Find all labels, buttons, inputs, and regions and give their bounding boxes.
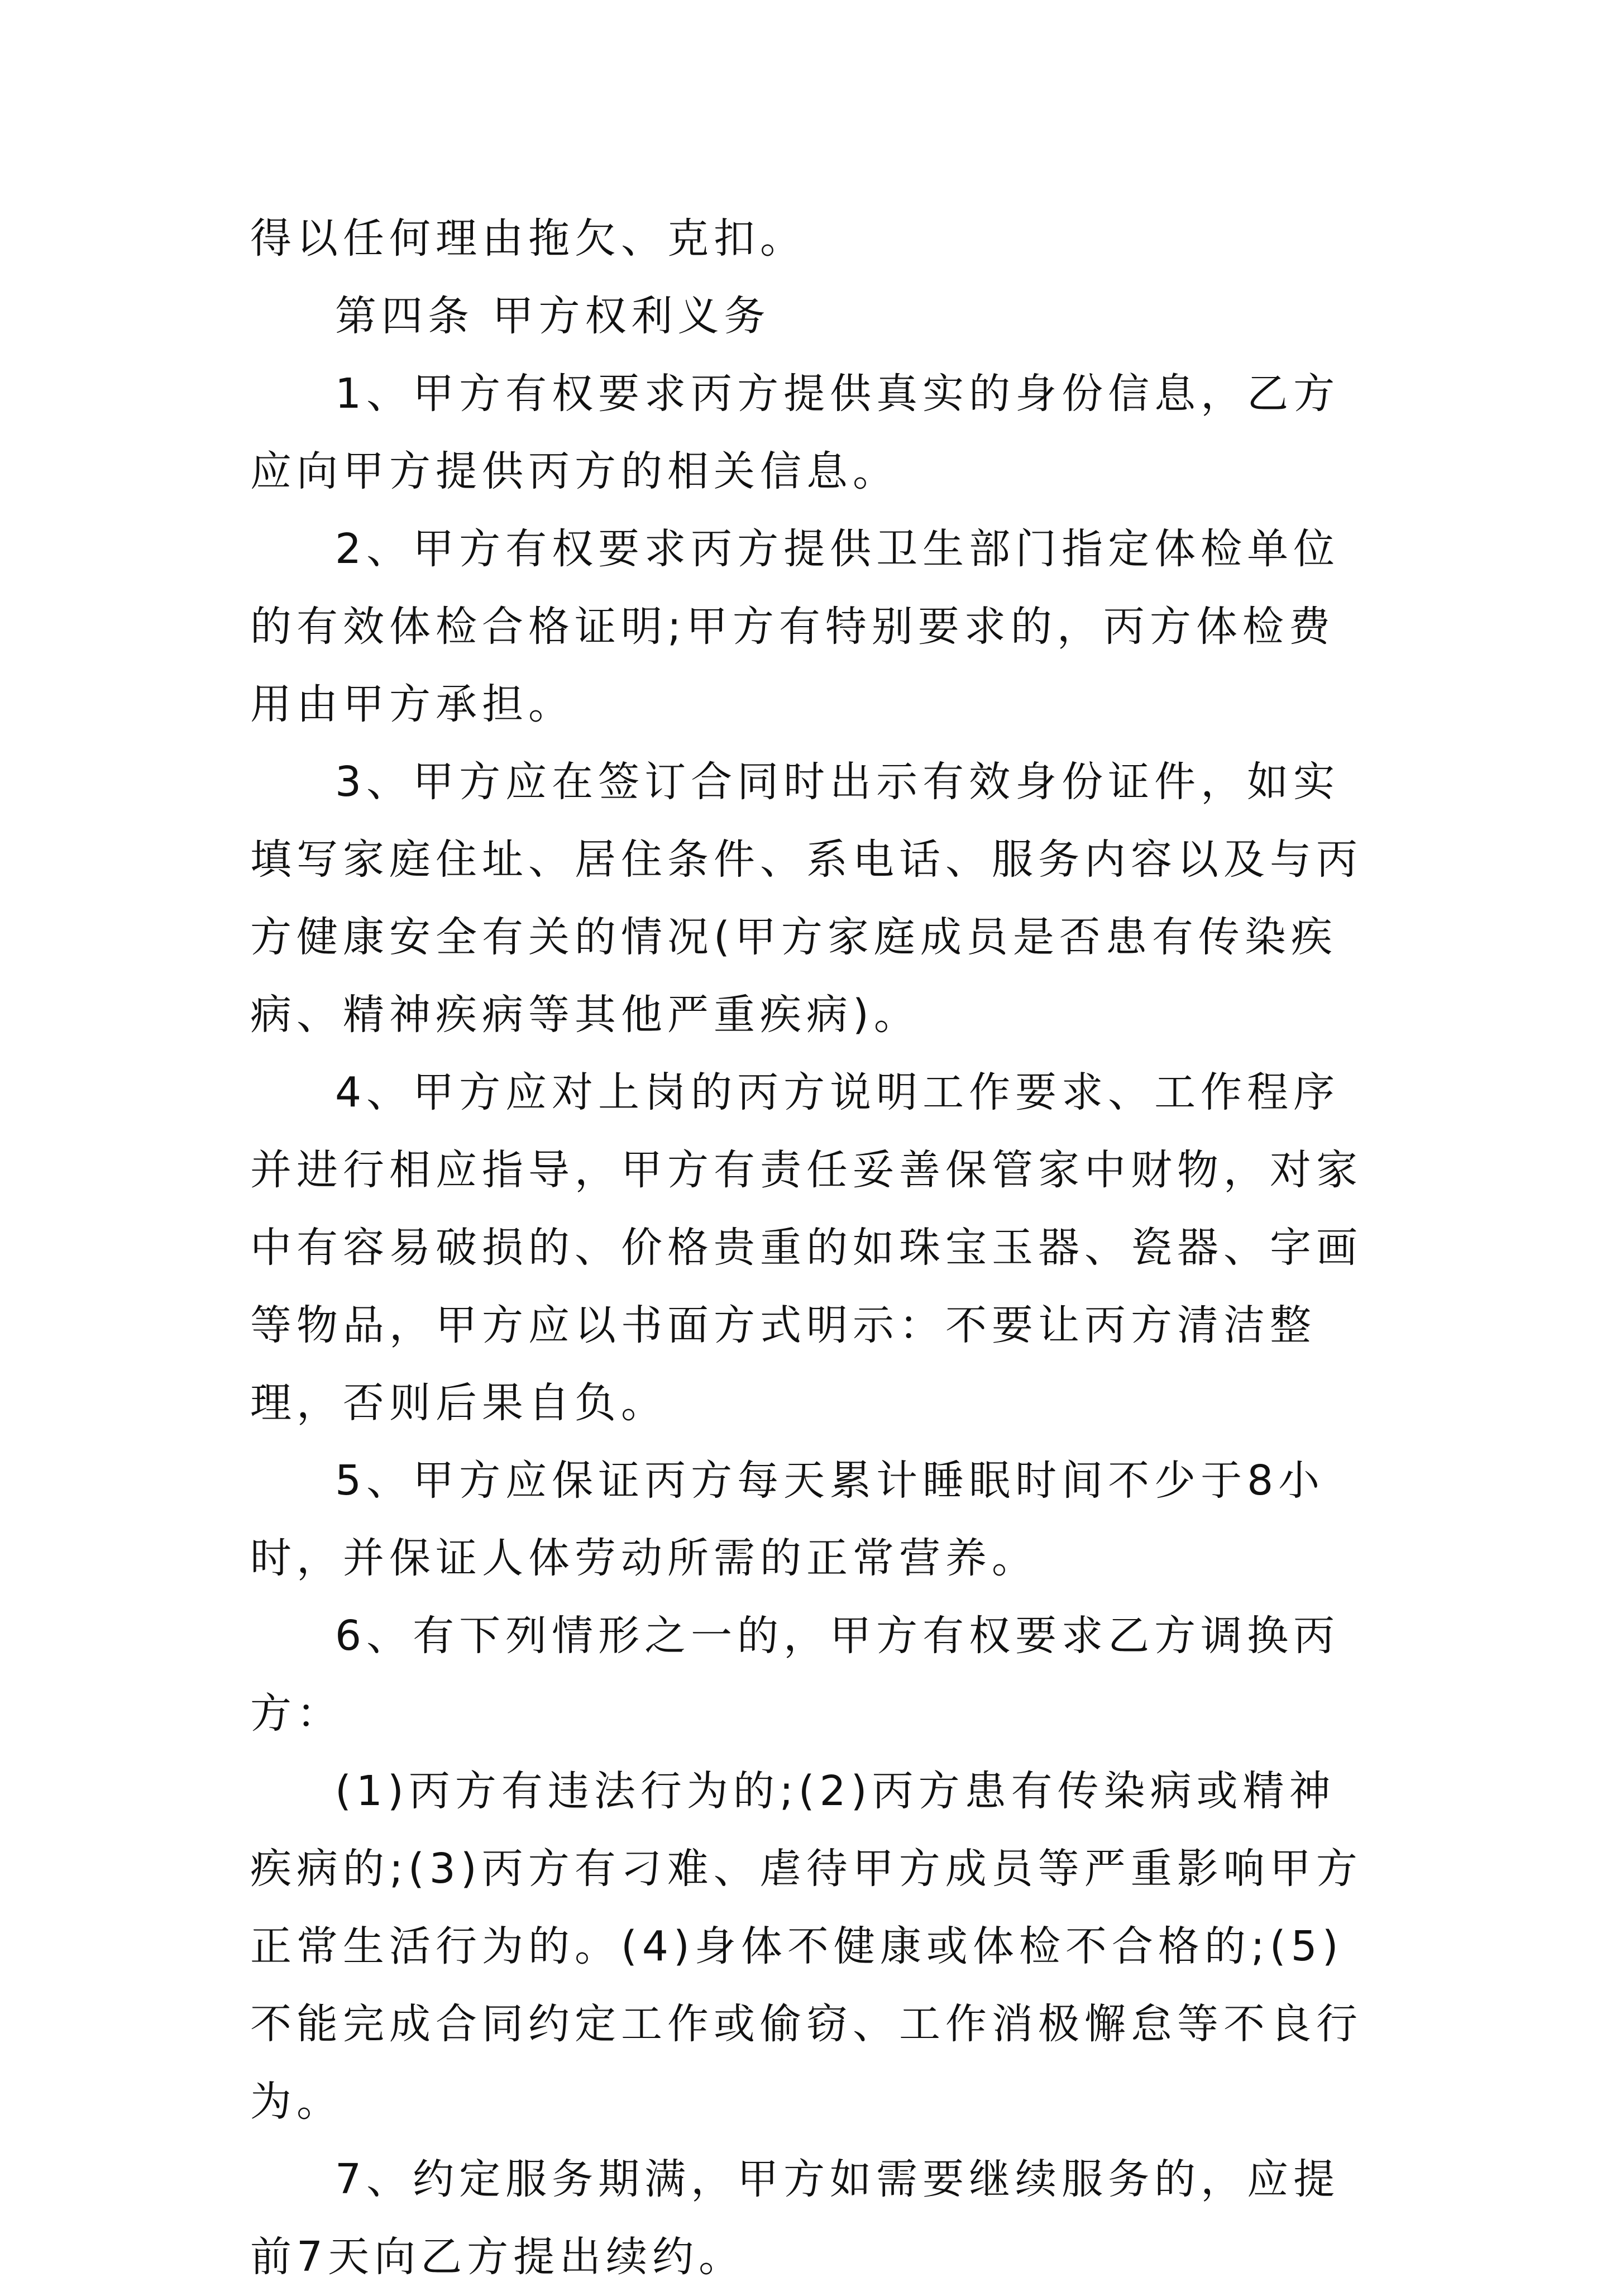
- clause-7: 7、约定服务期满，甲方如需要继续服务的，应提前7天向乙方提出续约。: [250, 2155, 1340, 2281]
- clause-3: 3、甲方应在签订合同时出示有效身份证件，如实填写家庭住址、居住条件、系电话、服务内容以及与丙方健康安全有关的情况(甲方家庭成员是否患有传染疾病、精神疾病等其他严重疾病)。: [250, 758, 1362, 1039]
- clause-5: 5、甲方应保证丙方每天累计睡眠时间不少于8小时，并保证人体劳动所需的正常营养。: [250, 1457, 1325, 1582]
- clause-6-items: (1)丙方有违法行为的;(2)丙方患有传染病或精神疾病的;(3)丙方有刁难、虐待甲方成员等严重影响甲方正常生活行为的。(4)身体不健康或体检不合格的;(5)不能完成合同约定工作或偷窃、工作消极懈怠等不良行为。: [250, 1767, 1362, 2126]
- clause-6: 6、有下列情形之一的，甲方有权要求乙方调换丙方：: [250, 1612, 1340, 1737]
- document-body: [250, 200, 1378, 2296]
- clause-4: 4、甲方应对上岗的丙方说明工作要求、工作程序并进行相应指导，甲方有责任妥善保管家中财物，对家中有容易破损的、价格贵重的如珠宝玉器、瓷器、字画等物品，甲方应以书面方式明示：不要让丙方清洁整理，否则后果自负。: [250, 1068, 1362, 1427]
- article-heading: 第四条 甲方权利义务: [335, 292, 771, 340]
- clause-2: 2、甲方有权要求丙方提供卫生部门指定体检单位的有效体检合格证明;甲方有特别要求的，丙方体检费用由甲方承担。: [250, 525, 1340, 728]
- clause-1: 1、甲方有权要求丙方提供真实的身份信息，乙方应向甲方提供丙方的相关信息。: [250, 370, 1340, 495]
- paragraph-continuation: 得以任何理由拖欠、克扣。: [250, 214, 806, 262]
